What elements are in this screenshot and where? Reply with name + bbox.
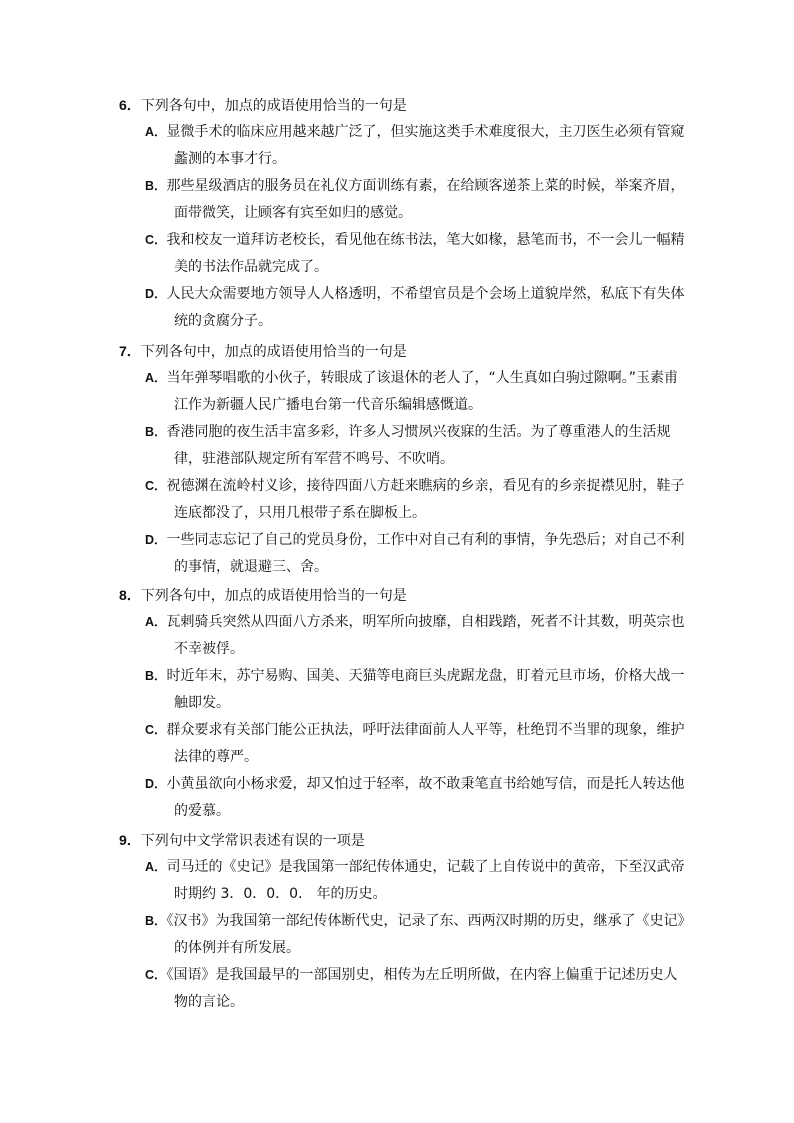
- option-text: 瓦剌骑兵突然从四面八方杀来，明军所向披靡，自相践踏，死者不计其数，明英宗也不幸被俘。: [166, 614, 685, 657]
- option-letter: A．: [145, 125, 167, 139]
- option-c: [145, 473, 689, 527]
- option-letter: A．: [145, 860, 167, 874]
- option-letter: D．: [145, 777, 167, 791]
- question-stem: [119, 831, 689, 849]
- option-d: [145, 771, 689, 825]
- question-text: 下列各句中，加点的成语使用恰当的一句是: [140, 588, 407, 604]
- option-text: 一些同志忘记了自己的党员身份，工作中对自己有利的事情，争先恐后；对自己不利的事情，就退避三、舍。: [166, 532, 685, 575]
- question-7: [119, 342, 689, 581]
- question-text: 下列句中文学常识表述有误的一项是: [140, 833, 365, 849]
- option-letter: C．: [145, 723, 167, 737]
- option-text: 我和校友一道拜访老校长，看见他在练书法，笔大如椽，悬笔而书，不一会儿一幅精美的书法作品就完成了。: [166, 232, 685, 275]
- option-letter: C．: [145, 968, 167, 982]
- question-text: 下列各句中，加点的成语使用恰当的一句是: [140, 344, 407, 360]
- option-c: [145, 962, 689, 1016]
- question-number: 8．: [119, 587, 141, 603]
- question-text: 下列各句中，加点的成语使用恰当的一句是: [140, 98, 407, 114]
- question-number: 6．: [119, 97, 141, 113]
- question-number: 7．: [119, 343, 141, 359]
- option-text: 香港同胞的夜生活丰富多彩，许多人习惯夙兴夜寐的生活。为了尊重港人的生活规律，驻港部队规定所有军营不鸣号、不吹哨。: [166, 424, 671, 467]
- question-stem: [119, 96, 689, 114]
- question-stem: [119, 342, 689, 360]
- option-b: [145, 173, 689, 227]
- question-6: [119, 96, 689, 335]
- option-text: 群众要求有关部门能公正执法，呼吁法律面前人人平等，杜绝罚不当罪的现象，维护法律的尊严。: [166, 722, 685, 765]
- option-c: [145, 227, 689, 281]
- option-text: 司马迁的《史记》是我国第一部纪传体通史，记载了上自传说中的黄帝，下至汉武帝时期约 3．0．0．0． 年的历史。: [166, 859, 685, 902]
- option-d: [145, 527, 689, 581]
- option-text: 人民大众需要地方领导人人格透明，不希望官员是个会场上道貌岸然，私底下有失体统的贪腐分子。: [166, 286, 685, 329]
- option-a: [145, 365, 689, 419]
- question-stem: [119, 586, 689, 604]
- option-letter: A．: [145, 371, 167, 385]
- option-b: [145, 419, 689, 473]
- option-letter: B．: [145, 179, 167, 193]
- question-8: [119, 586, 689, 825]
- option-b: [145, 663, 689, 717]
- option-letter: B．: [145, 669, 167, 683]
- option-b: [145, 908, 689, 962]
- option-letter: D．: [145, 287, 167, 301]
- option-text: 《国语》是我国最早的一部国别史，相传为左丘明所做，在内容上偏重于记述历史人物的言论。: [166, 967, 678, 1010]
- option-letter: D．: [145, 533, 167, 547]
- question-9: [119, 831, 689, 1016]
- question-number: 9．: [119, 832, 141, 848]
- option-c: [145, 717, 689, 771]
- option-text: 显微手术的临床应用越来越广泛了，但实施这类手术难度很大，主刀医生必须有管窥蠡测的本事才行。: [166, 124, 685, 167]
- option-a: [145, 854, 689, 908]
- option-letter: B．: [145, 425, 167, 439]
- option-letter: C．: [145, 479, 167, 493]
- option-letter: A．: [145, 615, 167, 629]
- option-a: [145, 119, 689, 173]
- option-text: 时近年末，苏宁易购、国美、天猫等电商巨头虎踞龙盘，盯着元旦市场，价格大战一触即发。: [166, 668, 685, 711]
- option-letter: B．: [145, 914, 167, 928]
- option-d: [145, 281, 689, 335]
- option-text: 祝德渊在流岭村义诊，接待四面八方赶来瞧病的乡亲，看见有的乡亲捉襟见肘，鞋子连底都没了，只用几根带子系在脚板上。: [166, 478, 685, 521]
- option-text: 小黄虽欲向小杨求爱，却又怕过于轻率，故不敢秉笔直书给她写信，而是托人转达他的爱慕。: [166, 776, 685, 819]
- option-text: 《汉书》为我国第一部纪传体断代史，记录了东、西两汉时期的历史，继承了《史记》的体例并有所发展。: [166, 913, 685, 956]
- option-text: 那些星级酒店的服务员在礼仪方面训练有素，在给顾客递茶上菜的时候，举案齐眉，面带微笑，让顾客有宾至如归的感觉。: [166, 178, 685, 221]
- option-a: [145, 609, 689, 663]
- option-letter: C．: [145, 233, 167, 247]
- option-text: 当年弹琴唱歌的小伙子，转眼成了该退休的老人了，“人生真如白驹过隙啊。”玉素甫江作为新疆人民广播电台第一代音乐编辑感慨道。: [166, 370, 679, 413]
